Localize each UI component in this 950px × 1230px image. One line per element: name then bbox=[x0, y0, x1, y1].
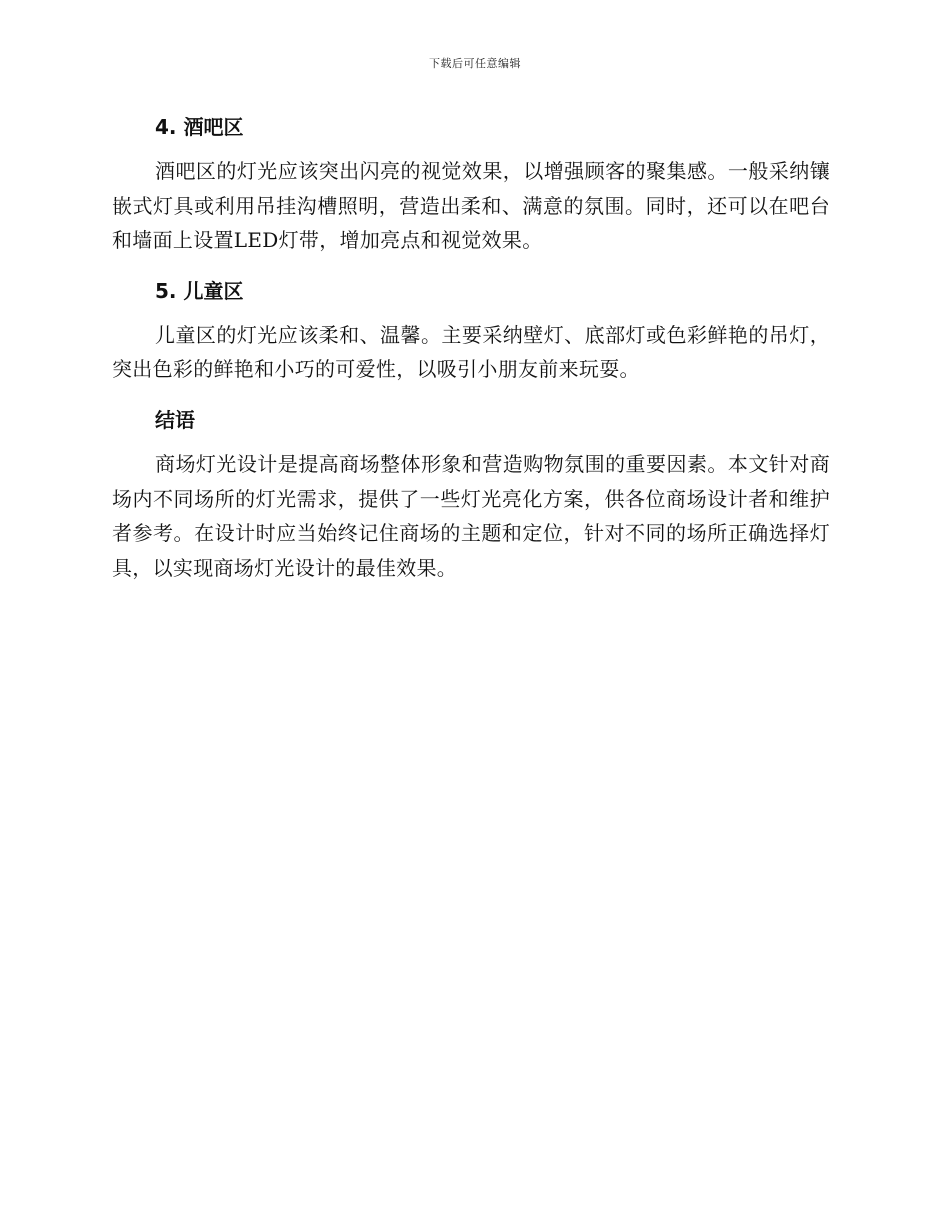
section-heading-conclusion: 结语 bbox=[155, 407, 195, 432]
section-heading-kids: 5. 儿童区 bbox=[155, 278, 244, 303]
section-paragraph-kids: 儿童区的灯光应该柔和、温馨。主要采纳壁灯、底部灯或色彩鲜艳的吊灯，突出色彩的鲜艳和小巧的可爱性，以吸引小朋友前来玩耍。 bbox=[112, 322, 830, 382]
document-body bbox=[112, 112, 830, 603]
section-paragraph-bar: 酒吧区的灯光应该突出闪亮的视觉效果，以增强顾客的聚集感。一般采纳镶嵌式灯具或利用吊挂沟槽照明，营造出柔和、满意的氛围。同时，还可以在吧台和墙面上设置LED灯带，增加亮点和视觉效果。 bbox=[112, 159, 830, 253]
header-note: 下载后可任意编辑 bbox=[429, 57, 521, 70]
section-paragraph-conclusion: 商场灯光设计是提高商场整体形象和营造购物氛围的重要因素。本文针对商场内不同场所的灯光需求，提供了一些灯光亮化方案，供各位商场设计者和维护者参考。在设计时应当始终记住商场的主题和定位，针对不同的场所正确选择灯具，以实现商场灯光设计的最佳效果。 bbox=[112, 451, 830, 580]
section-heading-bar: 4. 酒吧区 bbox=[155, 115, 244, 139]
